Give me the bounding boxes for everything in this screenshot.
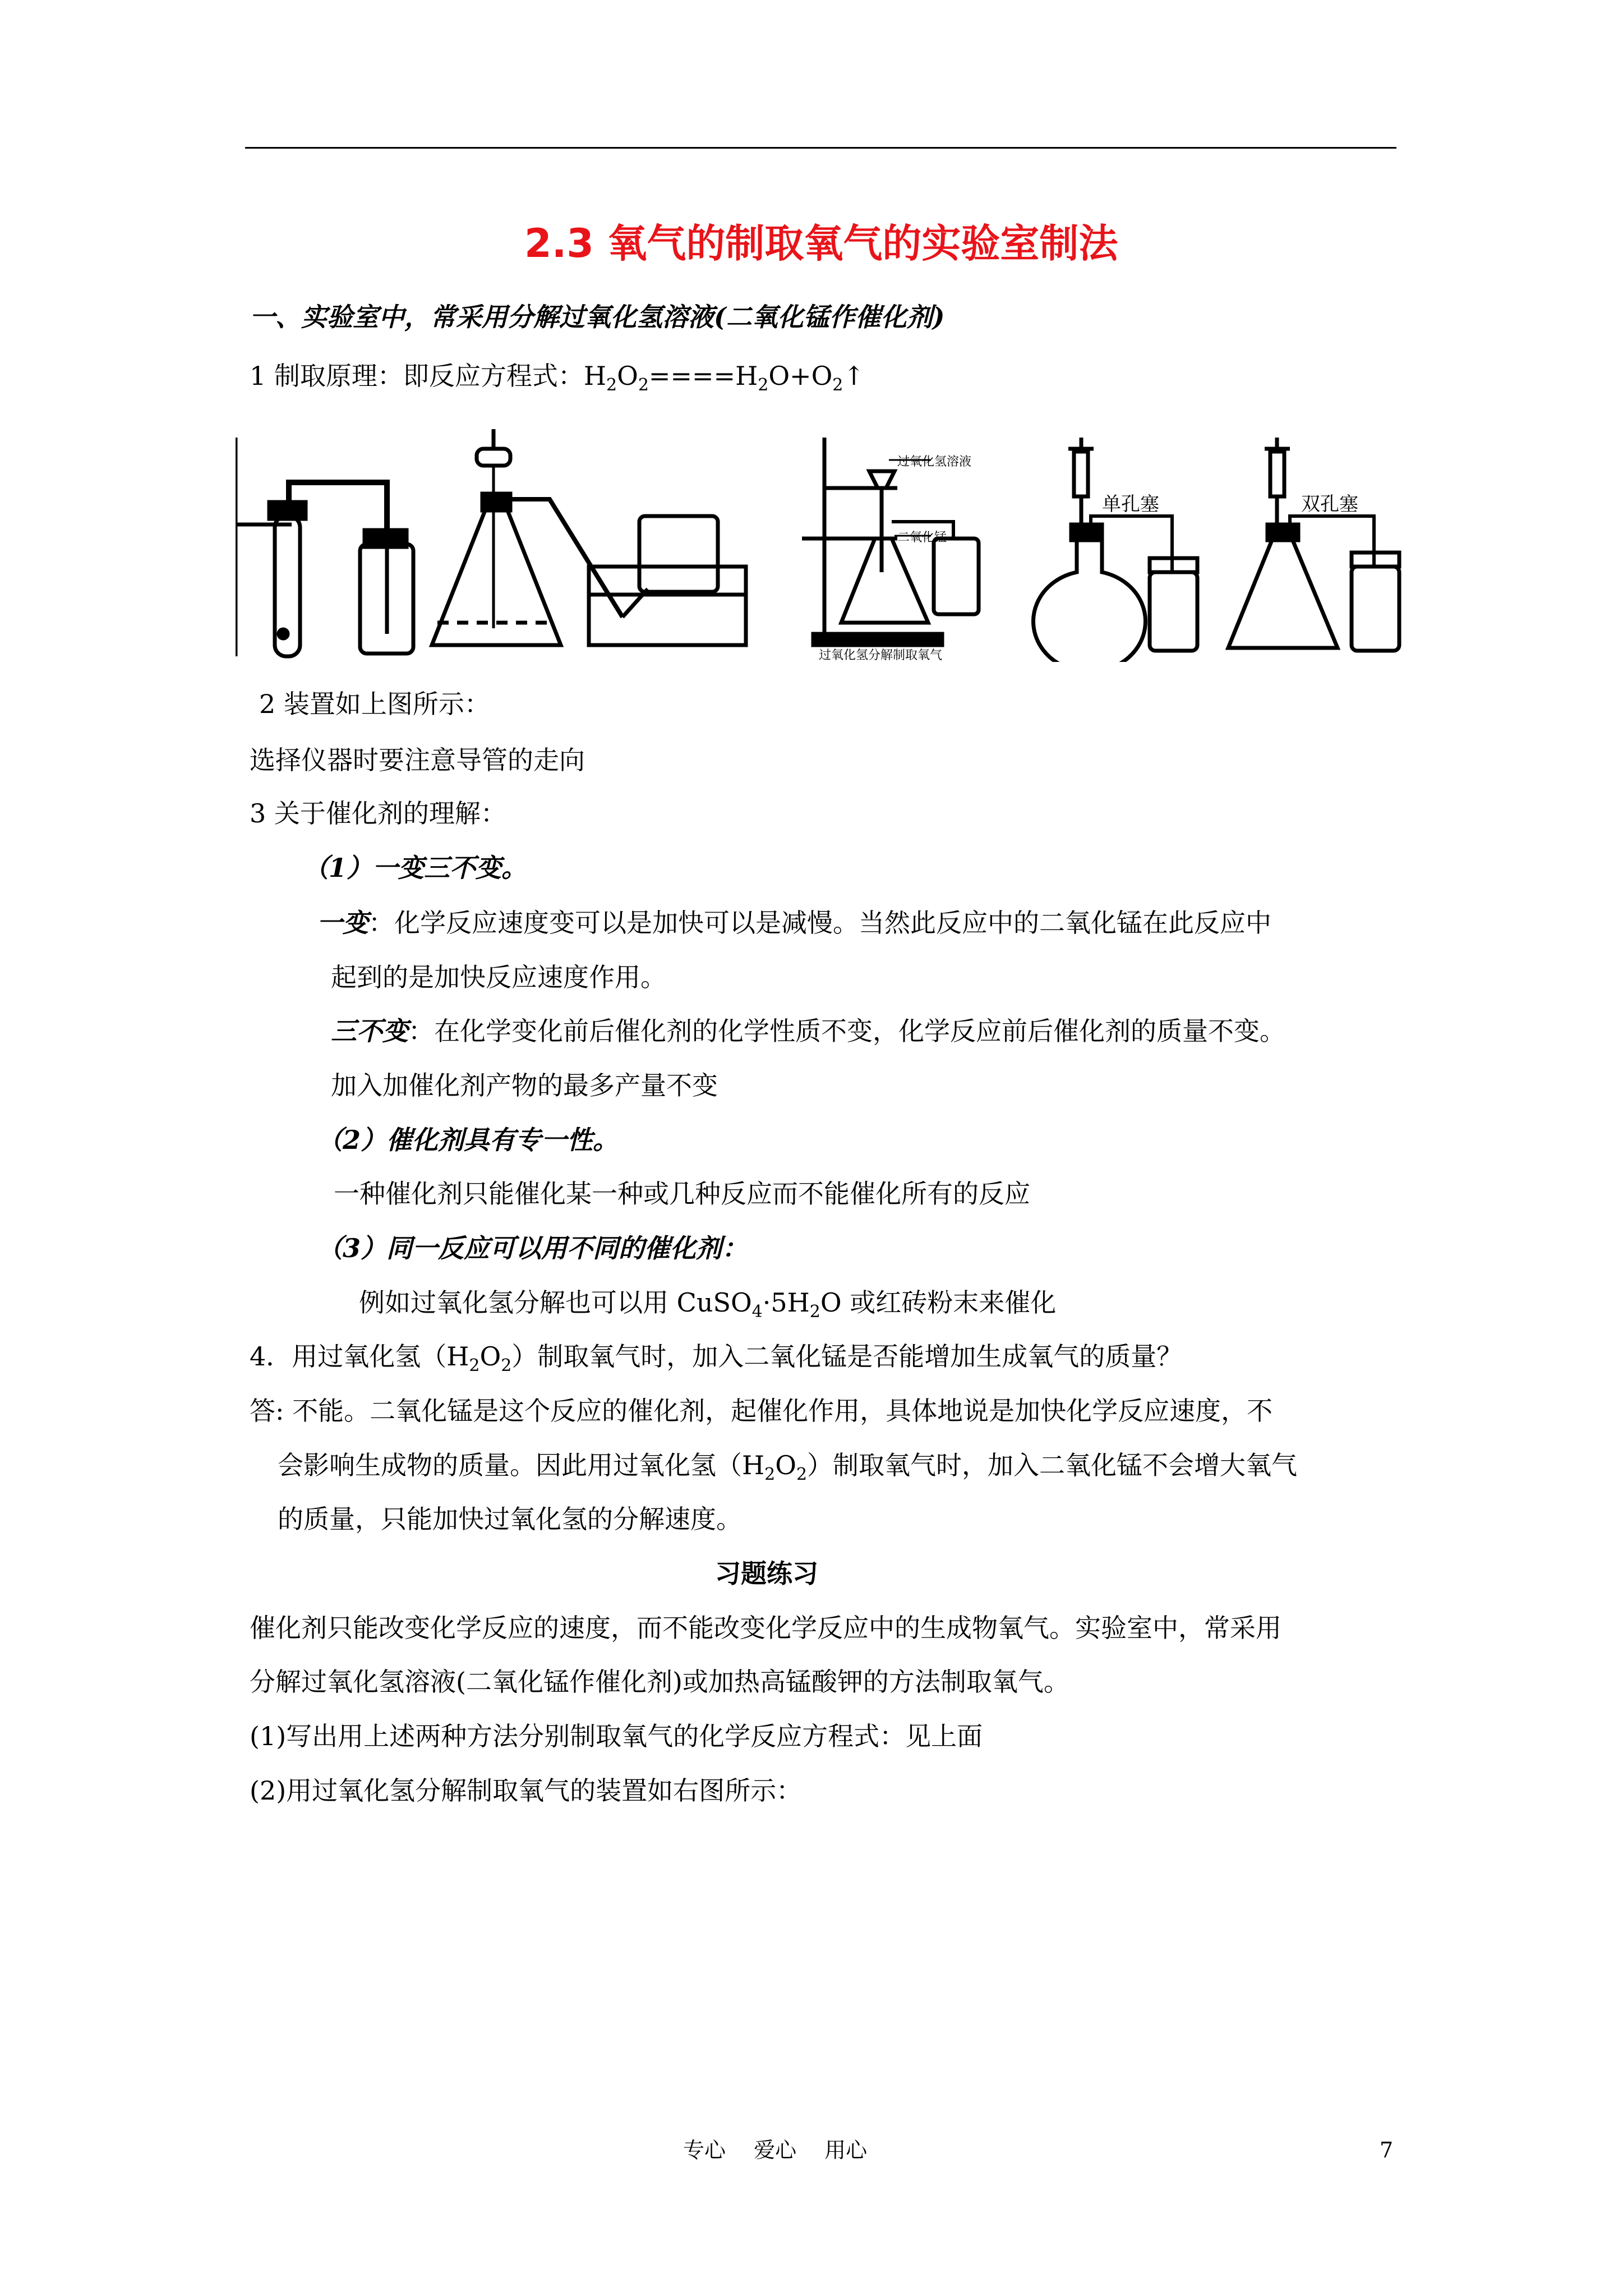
question-line: 4．用过氧化氢$(H_2O_2)$制取氧气时，加入二氧化锰是否能增加生成氧气的质量？ <box>250 1341 1183 1376</box>
conical-flask-apparatus <box>1228 438 1399 651</box>
text-line: 3 关于催化剂的理解： <box>250 798 506 829</box>
text-line: 2 装置如上图所示： <box>259 689 490 719</box>
reaction-equation-line: 1 制取原理：即反应方程式：$H_2O_2====H_2O+O_2↑$ <box>250 361 865 395</box>
text-line: 催化剂只能改变化学反应的速度，而不能改变化学反应中的生成物氧气。实验室中，常采用 <box>250 1613 1281 1643</box>
figure-label-peroxide: 过氧化氢溶液 <box>897 455 972 469</box>
figure-label-double-stopper: 双孔塞 <box>1301 493 1358 516</box>
text-line: 例如过氧化氢分解也可以用 $CuSO_4\cdot 5H_2O$ 或红砖粉末来催化 <box>359 1287 1057 1322</box>
figure-label-mno2: 二氧化锰 <box>897 531 947 545</box>
page-title: 2.3 氧气的制取氧气的实验室制法 <box>524 220 1118 266</box>
header-rule <box>245 147 1396 149</box>
subheading: （2）催化剂具有专一性。 <box>317 1125 619 1155</box>
flask-water-trough-apparatus <box>432 429 746 645</box>
text-line: (2)用过氧化氢分解制取氧气的装置如右图所示： <box>250 1775 803 1806</box>
text-line: 起到的是加快反应速度作用。 <box>331 962 666 992</box>
text-line: 一种催化剂只能催化某一种或几种反应而不能催化所有的反应 <box>334 1179 1030 1209</box>
answer-line: 会影响生成物的质量。因此用过氧化氢$(H_2O_2)$制取氧气时，加入二氧化锰不会增大氧气 <box>278 1450 1298 1485</box>
round-flask-apparatus <box>1033 438 1197 662</box>
apparatus-figure <box>236 426 1408 662</box>
text-line: 一变：化学反应速度变可以是加快可以是减慢。当然此反应中的二氧化锰在此反应中 <box>317 908 1271 938</box>
text-line: 选择仪器时要注意导管的走向 <box>250 745 585 775</box>
footer-motto: 专心 爱心 用心 <box>683 2138 868 2162</box>
section-heading: 一、实验室中，常采用分解过氧化氢溶液(二氧化锰作催化剂) <box>250 302 945 332</box>
figure-label-single-stopper: 单孔塞 <box>1102 493 1159 516</box>
subheading: （3）同一反应可以用不同的催化剂： <box>317 1233 748 1263</box>
figure-caption: 过氧化氢分解制取氧气 <box>819 648 943 662</box>
answer-line: 答: 不能。二氧化锰是这个反应的催化剂，起催化作用，具体地说是加快化学反应速度，不 <box>250 1396 1273 1426</box>
gas-arrow-icon: ↑ <box>843 361 865 391</box>
text-line: 加入加催化剂产物的最多产量不变 <box>331 1070 718 1101</box>
text-line: 分解过氧化氢溶液(二氧化锰作催化剂)或加热高锰酸钾的方法制取氧气。 <box>250 1667 1069 1697</box>
text-line: (1)写出用上述两种方法分别制取氧气的化学反应方程式：见上面 <box>250 1721 983 1751</box>
text-line: 三不变：在化学变化前后催化剂的化学性质不变，化学反应前后催化剂的质量不变。 <box>331 1016 1285 1046</box>
answer-line: 的质量，只能加快过氧化氢的分解速度。 <box>278 1504 742 1534</box>
page-number: 7 <box>1380 2138 1394 2162</box>
subheading: （1）一变三不变。 <box>303 853 528 883</box>
stand-test-tube-apparatus <box>236 438 413 656</box>
principle-label: 1 制取原理：即反应方程式： <box>250 361 584 391</box>
exercise-heading: 习题练习 <box>715 1558 818 1589</box>
